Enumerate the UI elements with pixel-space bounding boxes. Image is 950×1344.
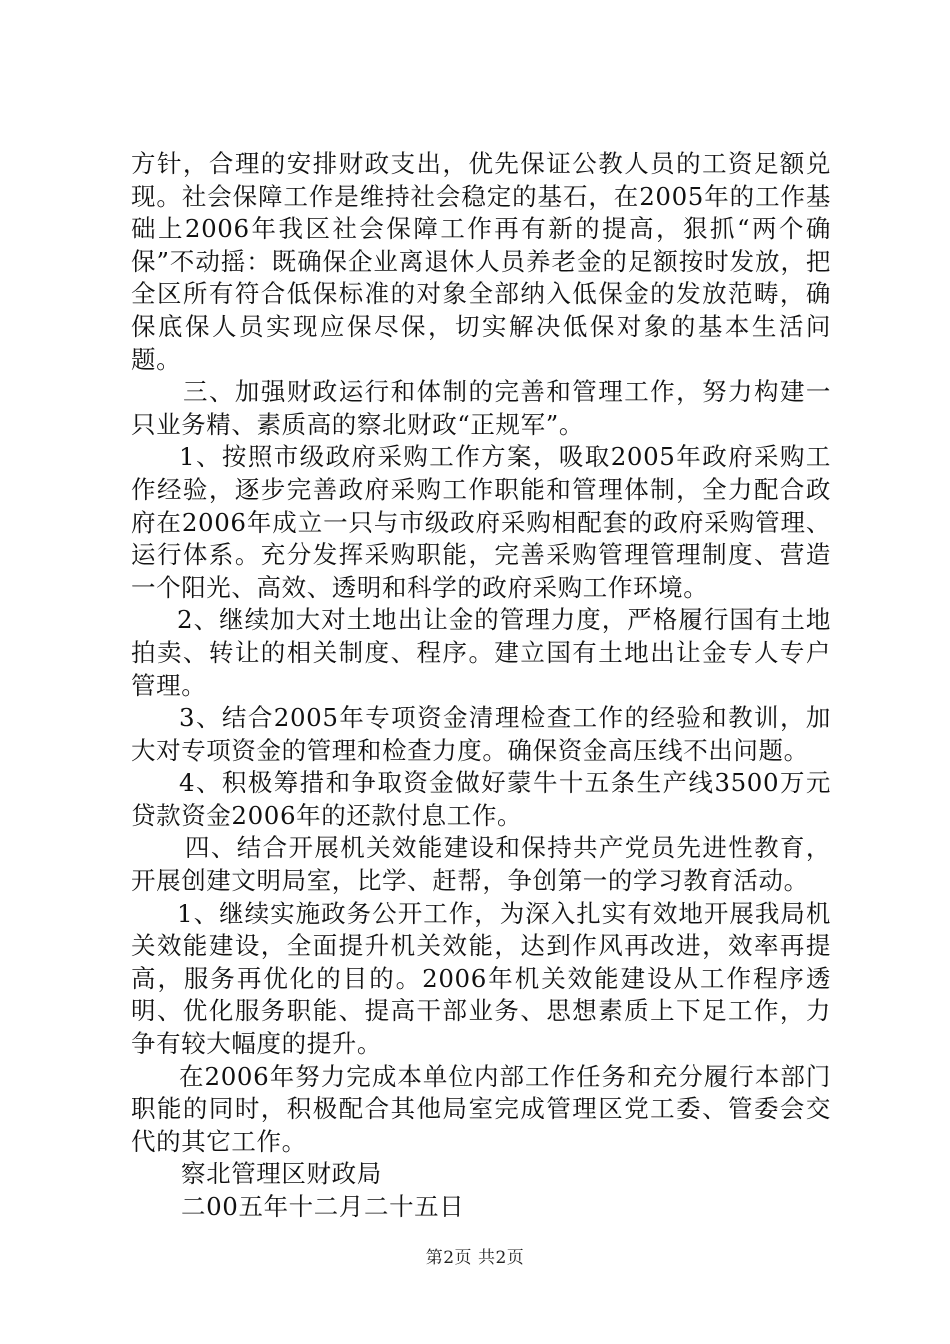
page-number-footer: 第2页 共2页 bbox=[425, 1248, 525, 1268]
paragraph-government-affairs: 1、继续实施政务公开工作，为深入扎实有效地开展我局机关效能建设，全面提升机关效能，达到作风再改进，效率再提高，服务再优化的目的。2006年机关效能建设从工作程序透明、优化服务职能、提高干部业务、思想素质上下足工作，力争有较大幅度的提升。 bbox=[131, 898, 831, 1059]
paragraph-land-transfer: 2、继续加大对土地出让金的管理力度，严格履行国有土地拍卖、转让的相关制度、程序。建立国有土地出让金专人专户管理。 bbox=[131, 605, 831, 700]
paragraph-procurement: 1、按照市级政府采购工作方案，吸取2005年政府采购工作经验，逐步完善政府采购工作职能和管理体制，全力配合政府在2006年成立一只与市级政府采购相配套的政府采购管理、运行体系。充分发挥采购职能，完善采购管理管理制度、营造一个阳光、高效、透明和科学的政府采购工作环境。 bbox=[131, 442, 831, 602]
section-heading-four: 四、结合开展机关效能建设和保持共产党员先进性教育，开展创建文明局室，比学、赶帮，争创第一的学习教育活动。 bbox=[131, 833, 831, 896]
signature-date: 二00五年十二月二十五日 bbox=[181, 1192, 465, 1221]
paragraph-closing: 在2006年努力完成本单位内部工作任务和充分履行本部门职能的同时，积极配合其他局室完成管理区党工委、管委会交代的其它工作。 bbox=[131, 1061, 831, 1156]
signature-organization: 察北管理区财政局 bbox=[181, 1159, 382, 1189]
paragraph-loan-repayment: 4、积极筹措和争取资金做好蒙牛十五条生产线3500万元贷款资金2006年的还款付息工作。 bbox=[131, 768, 831, 830]
section-heading-three: 三、加强财政运行和体制的完善和管理工作，努力构建一只业务精、素质高的察北财政“正规军”。 bbox=[131, 377, 831, 439]
paragraph-special-funds: 3、结合2005年专项资金清理检查工作的经验和教训，加大对专项资金的管理和检查力度。确保资金高压线不出问题。 bbox=[131, 703, 831, 765]
document-body bbox=[131, 148, 831, 1224]
paragraph-social-security: 方针，合理的安排财政支出，优先保证公教人员的工资足额兑现。社会保障工作是维持社会稳定的基石，在2005年的工作基础上2006年我区社会保障工作再有新的提高，狠抓“两个确保”不动摇：既确保企业离退休人员养老金的足额按时发放，把全区所有符合低保标准的对象全部纳入低保金的发放范畴，确保底保人员实现应保尽保，切实解决低保对象的基本生活问题。 bbox=[131, 149, 831, 374]
